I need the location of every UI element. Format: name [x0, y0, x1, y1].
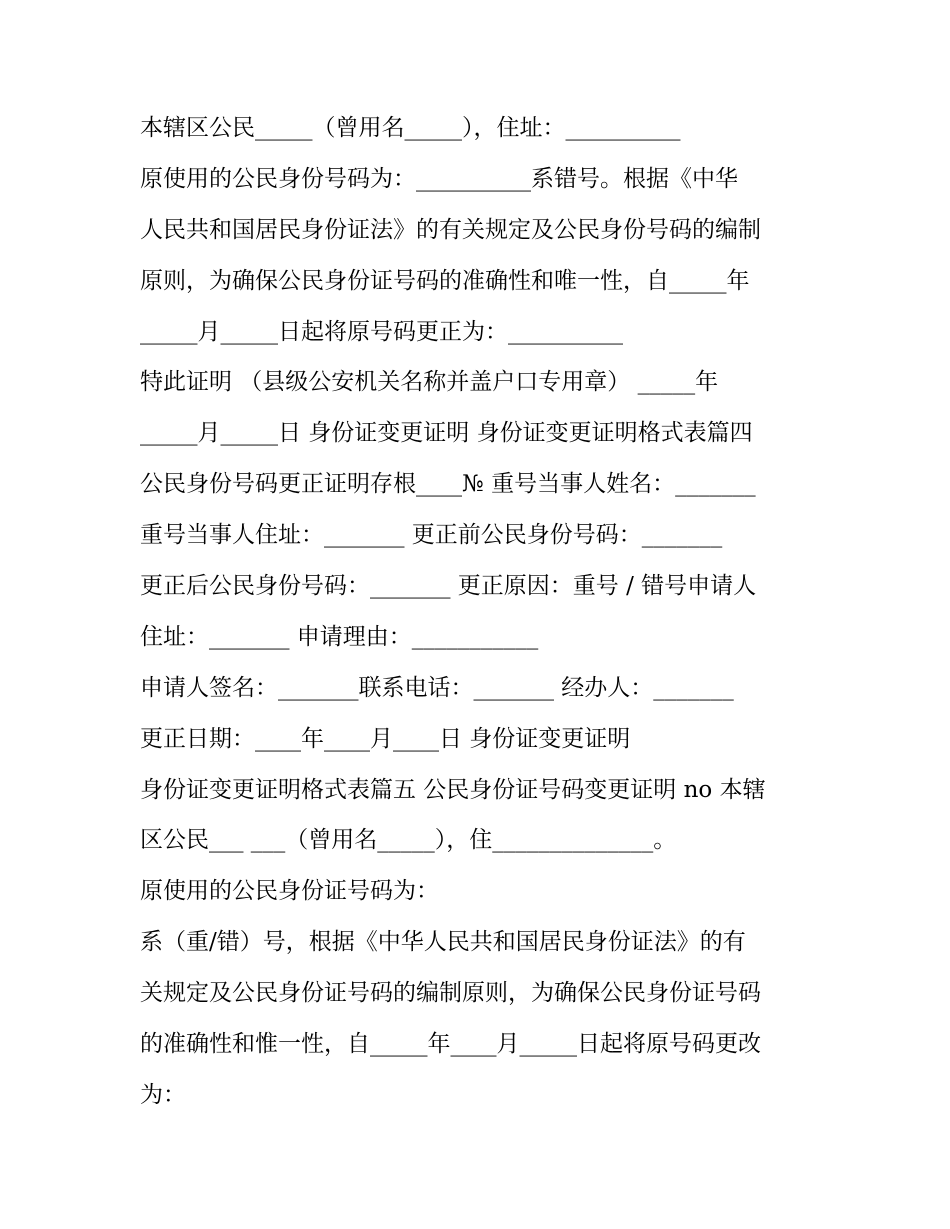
- text-line: 原使用的公民身份号码为：__________系错号。根据《中华: [140, 165, 738, 192]
- text-line: 原使用的公民身份证号码为：: [140, 878, 439, 905]
- text-line: 特此证明 （县级公安机关名称并盖户口专用章） _____年: [140, 369, 719, 396]
- text-line: 系（重/错）号，根据《中华人民共和国居民身份证法》的有: [140, 929, 746, 956]
- text-line: 的准确性和惟一性，自_____年____月_____日起将原号码更改: [140, 1031, 761, 1058]
- text-line: 关规定及公民身份证号码的编制原则，为确保公民身份证号码: [140, 980, 761, 1007]
- text-line: 人民共和国居民身份证法》的有关规定及公民身份号码的编制: [140, 216, 761, 243]
- text-line: 原则，为确保公民身份证号码的准确性和唯一性，自_____年: [140, 267, 750, 294]
- text-line: 身份证变更证明格式表篇五 公民身份证号码变更证明 no 本辖: [140, 776, 766, 803]
- text-line: 公民身份号码更正证明存根____№ 重号当事人姓名：_______: [140, 471, 756, 498]
- text-line: 重号当事人住址：_______ 更正前公民身份号码：_______: [140, 522, 723, 549]
- text-line: 申请人签名：_______联系电话：_______ 经办人：_______: [140, 674, 734, 701]
- text-line: 更正日期：____年____月____日 身份证变更证明: [140, 725, 631, 752]
- text-line: 住址：_______ 申请理由：___________: [140, 623, 539, 650]
- text-line: 为：: [140, 1081, 186, 1108]
- text-line: 更正后公民身份号码：_______ 更正原因：重号 / 错号申请人: [140, 573, 757, 600]
- text-line: 区公民___ ___（曾用名_____），住______________。: [140, 827, 677, 854]
- text-line: 本辖区公民_____（曾用名_____），住址：__________: [140, 115, 681, 141]
- document-body: [140, 103, 820, 1121]
- text-line: _____月_____日 身份证变更证明 身份证变更证明格式表篇四: [140, 420, 753, 447]
- text-line: _____月_____日起将原号码更正为：__________: [140, 318, 623, 345]
